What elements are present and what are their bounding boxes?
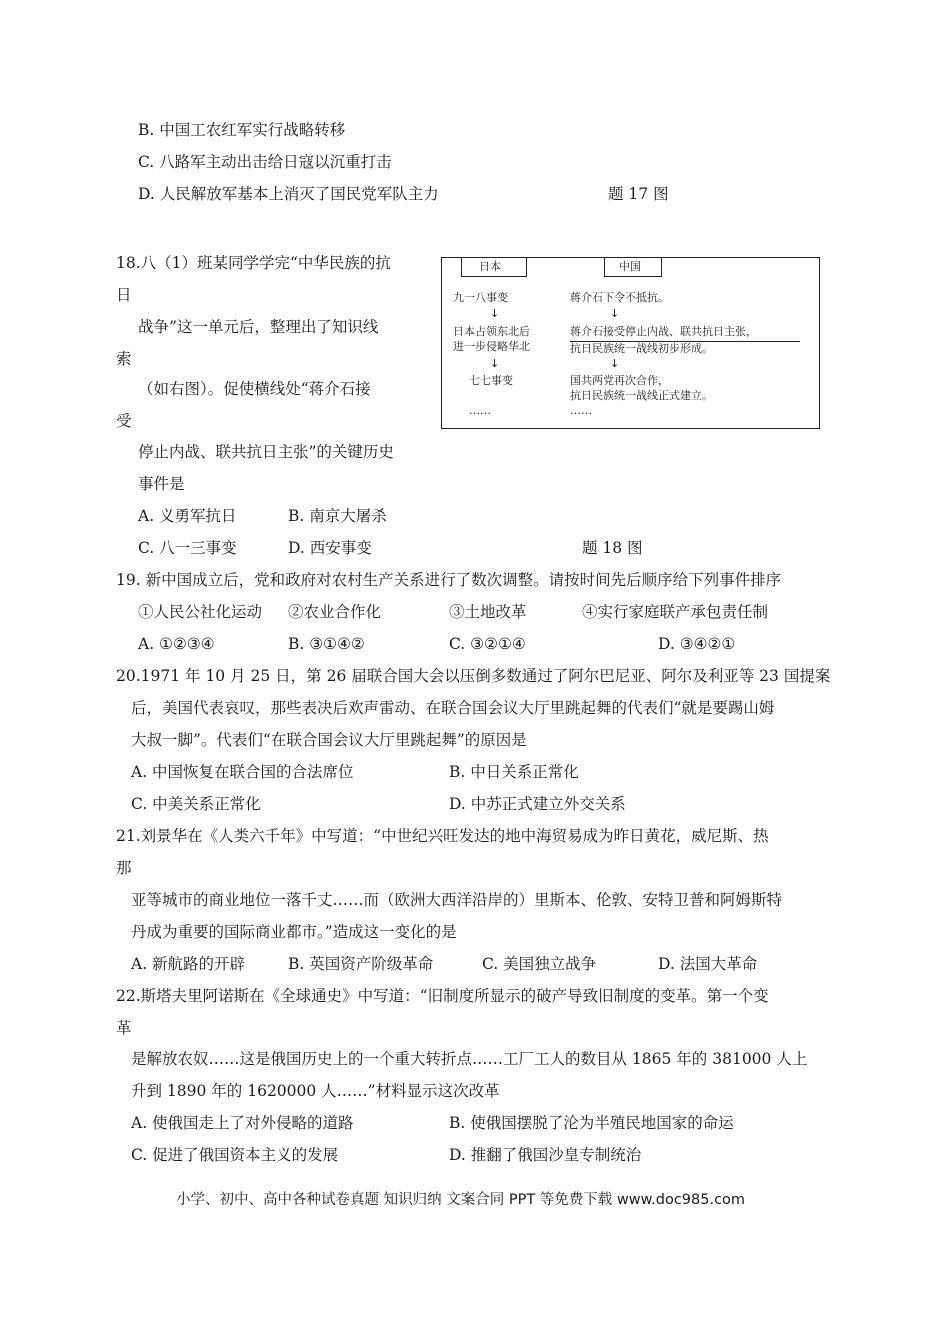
q17-option-d: D. 人民解放军基本上消灭了国民党军队主力 [138,185,439,203]
china-header-box [604,257,662,277]
q18-figure-caption: 题 18 图 [582,539,643,557]
q20-stem-line2: 后，美国代表哀叹，那些表决后欢声雷动、在联合国会议大厅里跳起舞的代表们“就是要踢山姆 [131,699,775,717]
q21-option-c: C. 美国独立战争 [482,955,597,973]
q18-knowledge-diagram [441,257,820,429]
q18-option-b: B. 南京大屠杀 [288,507,387,525]
q22-stem-line4: 升到 1890 年的 1620000 人……”材料显示这次改革 [131,1082,500,1100]
q22-stem-line3: 是解放农奴……这是俄国历史上的一个重大转折点……工厂工人的数目从 1865 年的 381000 人上 [131,1050,808,1068]
q21-option-a: A. 新航路的开辟 [131,955,246,973]
q22-option-a: A. 使俄国走上了对外侵略的道路 [131,1114,354,1132]
q18-stem-line6: 受 [116,412,132,430]
q19-option-b: B. ③①④② [288,635,365,653]
q18-stem-line5: （如右图）。促使横线处“蒋介石接 [138,380,371,398]
q18-stem-line1: 18.八（1）班某同学学完“中华民族的抗 [116,254,391,272]
down-arrow-icon: ↓ [610,357,620,370]
page-footer: 小学、初中、高中各种试卷真题 知识归纳 文案合同 PPT 等免费下载 www.doc985.com [176,1192,746,1208]
q18-stem-line2: 日 [116,286,132,304]
q18-option-c: C. 八一三事变 [138,539,237,557]
q22-option-b: B. 使俄国摆脱了沦为半殖民地国家的命运 [449,1114,734,1132]
q21-option-d: D. 法国大革命 [658,955,758,973]
left-event-2a: 日本占领东北后 [453,325,530,338]
q18-stem-line4: 索 [116,350,132,368]
left-event-1: 九一八事变 [453,291,508,304]
q21-stem-line4: 丹成为重要的国际商业都市。”造成这一变化的是 [131,923,457,941]
q17-figure-caption: 题 17 图 [608,185,669,203]
right-event-2b: 抗日民族统一战线初步形成。 [570,342,713,355]
q20-stem-line3: 大叔一脚”。代表们“在联合国会议大厅里跳起舞”的原因是 [131,731,527,749]
q19-option-c: C. ③②①④ [449,635,526,653]
q18-stem-line3: 战争”这一单元后，整理出了知识线 [138,318,379,336]
right-event-1: 蒋介石下令不抵抗。 [570,291,669,304]
right-event-3b: 抗日民族统一战线正式建立。 [570,389,713,402]
q18-stem-line8: 事件是 [138,475,185,493]
q19-stem: 19. 新中国成立后，党和政府对农村生产关系进行了数次调整。请按时间先后顺序给下列事件排序 [116,571,782,589]
q22-stem-line1: 22.斯塔夫里阿诺斯在《全球通史》中写道：“旧制度所显示的破产导致旧制度的变革。第一个变 [116,987,769,1005]
left-event-3: 七七事变 [469,374,513,387]
q17-option-c: C. 八路军主动出击给日寇以沉重打击 [138,153,392,171]
down-arrow-icon: ↓ [610,307,620,320]
left-event-2b: 进一步侵略华北 [453,340,530,353]
q22-option-d: D. 推翻了俄国沙皇专制统治 [449,1146,642,1164]
q20-stem-line1: 20.1971 年 10 月 25 日，第 26 届联合国大会以压倒多数通过了阿尔巴尼亚、阿尔及利亚等 23 国提案 [116,667,831,685]
q21-stem-line2: 那 [116,859,132,877]
q20-option-b: B. 中日关系正常化 [449,763,579,781]
q17-option-b: B. 中国工农红军实行战略转移 [138,121,346,139]
q19-option-a: A. ①②③④ [138,635,215,653]
down-arrow-icon: ↓ [490,307,500,320]
china-header: 中国 [619,260,641,273]
left-event-4: …… [469,404,491,417]
q19-item-2: ②农业合作化 [288,603,382,621]
q18-option-a: A. 义勇军抗日 [138,507,237,525]
right-event-4: …… [570,404,592,417]
q19-item-3: ③土地改革 [449,603,527,621]
q18-stem-line7: 停止内战、联共抗日主张”的关键历史 [138,443,394,461]
q19-item-4: ④实行家庭联产承包责任制 [582,603,769,621]
right-event-3a: 国共两党再次合作， [570,374,669,387]
q22-stem-line2: 革 [116,1019,132,1037]
q22-option-c: C. 促进了俄国资本主义的发展 [131,1146,339,1164]
q18-option-d: D. 西安事变 [288,539,372,557]
q21-stem-line3: 亚等城市的商业地位一落千丈……而（欧洲大西洋沿岸的）里斯本、伦敦、安特卫普和阿姆斯特 [131,891,783,909]
down-arrow-icon: ↓ [490,357,500,370]
right-event-2a: 蒋介石接受停止内战、联共抗日主张， [570,325,757,338]
q21-stem-line1: 21.刘景华在《人类六千年》中写道：“中世纪兴旺发达的地中海贸易成为昨日黄花，威尼斯、热 [116,827,769,845]
japan-header-box [461,257,527,277]
q19-option-d: D. ③④②① [658,635,736,653]
q20-option-a: A. 中国恢复在联合国的合法席位 [131,763,354,781]
q21-option-b: B. 英国资产阶级革命 [288,955,434,973]
q20-option-c: C. 中美关系正常化 [131,795,261,813]
q20-option-d: D. 中苏正式建立外交关系 [449,795,626,813]
japan-header: 日本 [479,260,501,273]
q19-item-1: ①人民公社化运动 [138,603,263,621]
